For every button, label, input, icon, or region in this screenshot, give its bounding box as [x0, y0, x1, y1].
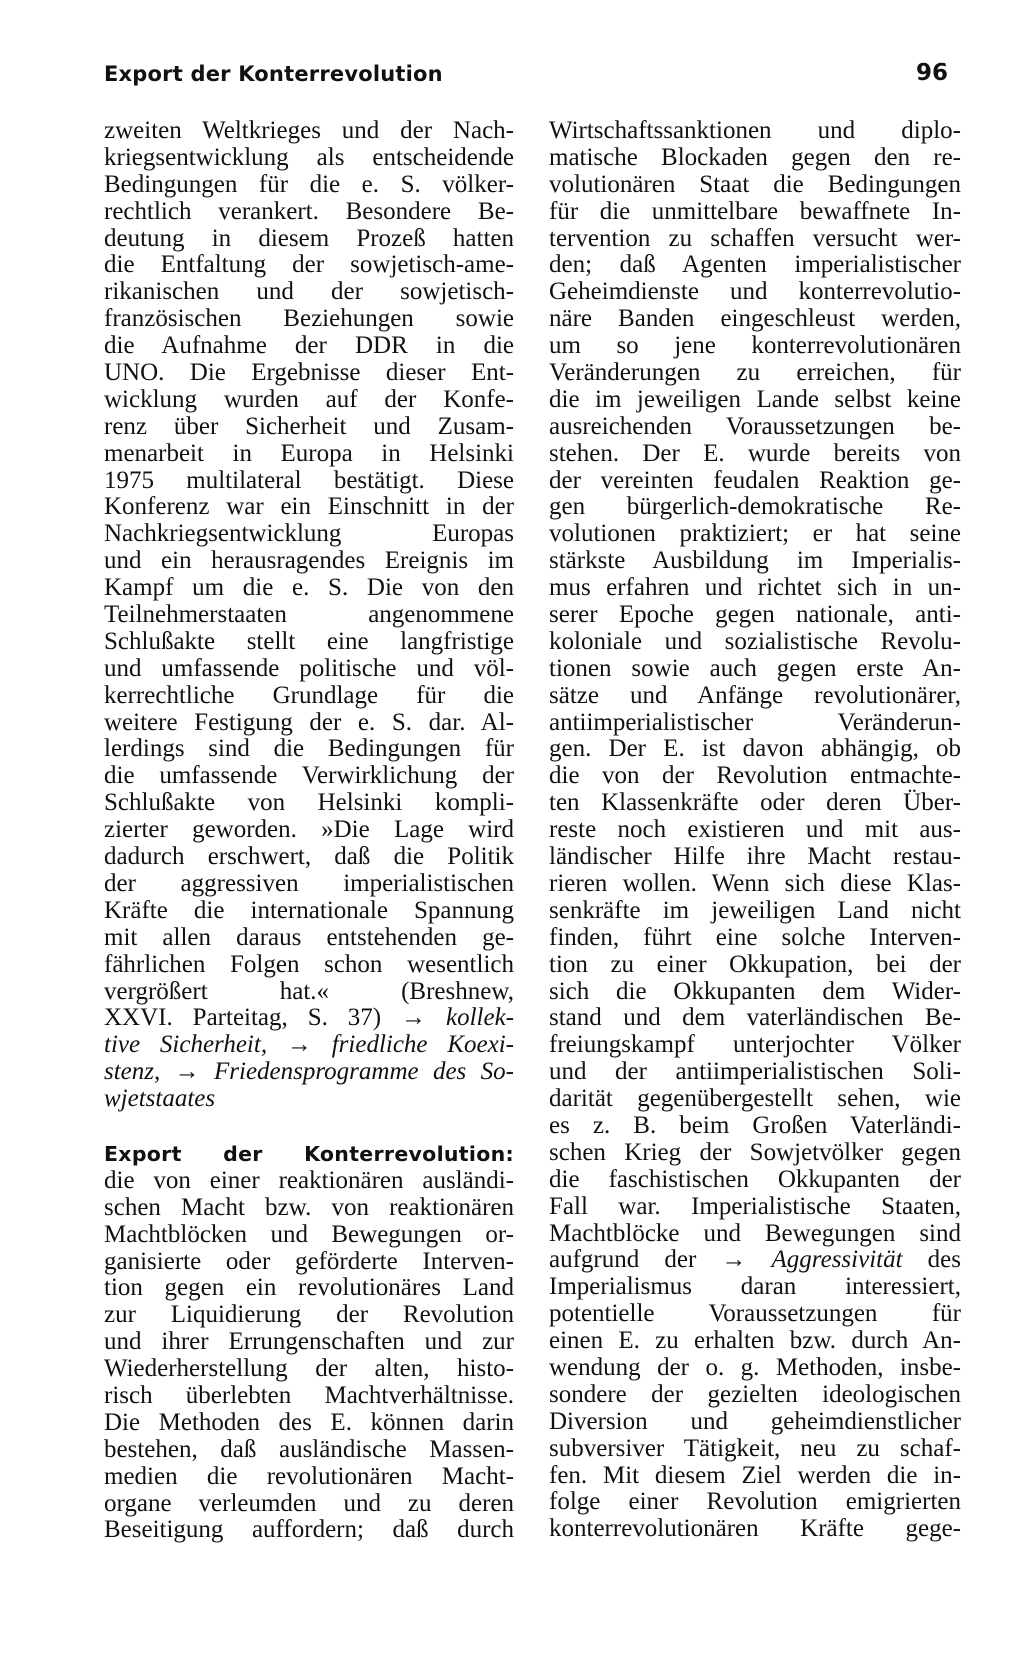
- text-line: organe verleumden und zu deren: [104, 1489, 514, 1517]
- text-line: einen E. zu erhalten bzw. durch An-: [549, 1327, 961, 1355]
- text-line: menarbeit in Europa in Helsinki: [104, 439, 514, 467]
- text-line: die Entfaltung der sowjetisch-ame-: [104, 251, 514, 279]
- text-line: lerdings sind die Bedingungen für: [104, 735, 514, 763]
- text-line: stand und dem vaterländischen Be-: [549, 1004, 961, 1032]
- text-line: konterrevolutionären Kräfte gege-: [549, 1515, 961, 1543]
- text-line: volutionären Staat die Bedingungen: [549, 170, 961, 198]
- reference-text: aufgrund der →: [549, 1246, 772, 1274]
- text-line: darität gegenübergestellt sehen, wie: [549, 1085, 961, 1113]
- text-line: subversiver Tätigkeit, neu zu schaf-: [549, 1434, 961, 1462]
- text-line: vergrößert hat.« (Breshnew,: [104, 977, 514, 1005]
- text-line: französischen Beziehungen sowie: [104, 305, 514, 333]
- text-line: und umfassende politische und völ-: [104, 654, 514, 682]
- entry-definition-block: [104, 1168, 514, 1544]
- right-column: [549, 118, 961, 1543]
- text-line: ausreichenden Voraussetzungen be-: [549, 412, 961, 440]
- cross-reference-line: [549, 1247, 961, 1274]
- entry-separator: [104, 1113, 514, 1141]
- text-line: deutung in diesem Prozeß hatten: [104, 224, 514, 252]
- text-line: UNO. Die Ergebnisse dieser Ent-: [104, 359, 514, 387]
- text-line: bestehen, daß ausländische Massen-: [104, 1435, 514, 1463]
- text-line: näre Banden eingeschleust werden,: [549, 305, 961, 333]
- text-line: folge einer Revolution emigrierten: [549, 1488, 961, 1516]
- text-line: sondere der gezielten ideologischen: [549, 1380, 961, 1408]
- text-line: zur Liquidierung der Revolution: [104, 1301, 514, 1329]
- text-line: stenz, → Friedensprogramme des So-: [104, 1058, 514, 1086]
- text-line: tive Sicherheit, → friedliche Koexi-: [104, 1031, 514, 1059]
- text-line: zierter geworden. »Die Lage wird: [104, 816, 514, 844]
- text-line: dadurch erschwert, daß die Politik: [104, 843, 514, 871]
- text-line: fährlichen Folgen schon wesentlich: [104, 950, 514, 978]
- text-line: und ein herausragendes Ereignis im: [104, 547, 514, 575]
- text-line: reste noch existieren und mit aus-: [549, 816, 961, 844]
- text-line: risch überlebten Machtverhältnisse.: [104, 1381, 514, 1409]
- text-line: tervention zu schaffen versucht wer-: [549, 224, 961, 252]
- text-line: Schlußakte stellt eine langfristige: [104, 627, 514, 655]
- running-head: Export der Konterrevolution: [104, 62, 443, 86]
- text-line: sätze und Anfänge revolutionärer,: [549, 681, 961, 709]
- text-line: kerrechtliche Grundlage für die: [104, 681, 514, 709]
- text-line: der aggressiven imperialistischen: [104, 869, 514, 897]
- text-line: volutionen praktiziert; er hat seine: [549, 520, 961, 548]
- text-line: stehen. Der E. wurde bereits von: [549, 439, 961, 467]
- text-line: schen Krieg der Sowjetvölker gegen: [549, 1138, 961, 1166]
- left-column: [104, 118, 514, 1544]
- text-line: rieren wollen. Wenn sich diese Klas-: [549, 869, 961, 897]
- text-line: für die unmittelbare bewaffnete In-: [549, 197, 961, 225]
- text-line: finden, führt eine solche Interven-: [549, 923, 961, 951]
- text-line: serer Epoche gegen nationale, anti-: [549, 601, 961, 629]
- text-line: antiimperialistischer Veränderun-: [549, 708, 961, 736]
- text-line: sich die Okkupanten dem Wider-: [549, 977, 961, 1005]
- text-line: Machtblöcke und Bewegungen sind: [549, 1219, 961, 1247]
- cross-reference-line: [104, 1005, 514, 1032]
- text-line: Fall war. Imperialistische Staaten,: [549, 1192, 961, 1220]
- text-line: tion gegen ein revolutionäres Land: [104, 1274, 514, 1302]
- right-text-block-continued: [549, 1274, 961, 1543]
- text-line: koloniale und sozialistische Revolu-: [549, 627, 961, 655]
- text-line: Veränderungen zu erreichen, für: [549, 359, 961, 387]
- text-line: Imperialismus daran interessiert,: [549, 1273, 961, 1301]
- text-line: Bedingungen für die e. S. völker-: [104, 170, 514, 198]
- text-line: schen Macht bzw. von reaktionären: [104, 1193, 514, 1221]
- text-line: stärkste Ausbildung im Imperialis-: [549, 547, 961, 575]
- text-line: den; daß Agenten imperialistischer: [549, 251, 961, 279]
- text-line: wendung der o. g. Methoden, insbe-: [549, 1353, 961, 1381]
- text-line: Beseitigung auffordern; daß durch: [104, 1516, 514, 1544]
- text-line: gen. Der E. ist davon abhängig, ob: [549, 735, 961, 763]
- text-line: Kräfte die internationale Spannung: [104, 896, 514, 924]
- text-line: Schlußakte von Helsinki kompli-: [104, 789, 514, 817]
- left-text-block: [104, 118, 514, 1005]
- text-line: potentielle Voraussetzungen für: [549, 1300, 961, 1328]
- text-line: senkräfte im jeweiligen Land nicht: [549, 896, 961, 924]
- text-line: rikanischen und der sowjetisch-: [104, 278, 514, 306]
- text-line: gen bürgerlich-demokratische Re-: [549, 493, 961, 521]
- text-line: Machtblöcken und Bewegungen or-: [104, 1220, 514, 1248]
- text-line: Wirtschaftssanktionen und diplo-: [549, 117, 961, 144]
- text-line: wjetstaates: [104, 1085, 216, 1113]
- text-line: Die Methoden des E. können darin: [104, 1408, 514, 1436]
- text-line: die im jeweiligen Lande selbst keine: [549, 385, 961, 413]
- text-line: 1975 multilateral bestätigt. Diese: [104, 466, 514, 494]
- text-line: Konferenz war ein Einschnitt in der: [104, 493, 514, 521]
- text-line: Wiederherstellung der alten, histo-: [104, 1355, 514, 1383]
- text-line: mit allen daraus entstehenden ge-: [104, 923, 514, 951]
- text-line: die von der Revolution entmachte-: [549, 762, 961, 790]
- text-line: die Aufnahme der DDR in die: [104, 332, 514, 360]
- text-line: tion zu einer Okkupation, bei der: [549, 950, 961, 978]
- cross-reference-link: kollek-: [445, 1004, 514, 1032]
- text-line: ländischer Hilfe ihre Macht restau-: [549, 843, 961, 871]
- text-line: fen. Mit diesem Ziel werden die in-: [549, 1461, 961, 1489]
- text-line: der vereinten feudalen Reaktion ge-: [549, 466, 961, 494]
- page-number: 96: [916, 60, 949, 86]
- text-line: die faschistischen Okkupanten der: [549, 1165, 961, 1193]
- text-line: medien die revolutionären Macht-: [104, 1462, 514, 1490]
- text-line: Teilnehmerstaaten angenommene: [104, 601, 514, 629]
- cross-reference-block: [104, 1032, 514, 1113]
- text-line: zweiten Weltkrieges und der Nach-: [104, 117, 514, 144]
- text-line: ganisierte oder geförderte Interven-: [104, 1247, 514, 1275]
- entry-headword: Export der Konterrevolution:: [104, 1141, 514, 1166]
- text-line: um so jene konterrevolutionären: [549, 332, 961, 360]
- text-line: und ihrer Errungenschaften und zur: [104, 1328, 514, 1356]
- reference-text: XXVI. Parteitag, S. 37) →: [104, 1004, 446, 1032]
- reference-text: des: [902, 1246, 961, 1274]
- text-line: mus erfahren und richtet sich in un-: [549, 574, 961, 602]
- text-line: es z. B. beim Großen Vaterländi-: [549, 1111, 961, 1139]
- text-line: Nachkriegsentwicklung Europas: [104, 520, 514, 548]
- text-line: weitere Festigung der e. S. dar. Al-: [104, 708, 514, 736]
- right-text-block: [549, 118, 961, 1247]
- text-line: matische Blockaden gegen den re-: [549, 143, 961, 171]
- text-line: freiungskampf unterjochter Völker: [549, 1031, 961, 1059]
- text-line: ten Klassenkräfte oder deren Über-: [549, 789, 961, 817]
- text-line: Kampf um die e. S. Die von den: [104, 574, 514, 602]
- text-line: die umfassende Verwirklichung der: [104, 762, 514, 790]
- text-line: Geheimdienste und konterrevolutio-: [549, 278, 961, 306]
- text-line: wicklung wurden auf der Konfe-: [104, 385, 514, 413]
- text-line: die von einer reaktionären ausländi-: [104, 1166, 514, 1194]
- cross-reference-link: Aggressivität: [771, 1246, 903, 1274]
- text-line: und der antiimperialistischen Soli-: [549, 1058, 961, 1086]
- text-line: tionen sowie auch gegen erste An-: [549, 654, 961, 682]
- text-line: renz über Sicherheit und Zusam-: [104, 412, 514, 440]
- text-line: rechtlich verankert. Besondere Be-: [104, 197, 514, 225]
- text-line: Diversion und geheimdienstlicher: [549, 1407, 961, 1435]
- text-line: kriegsentwicklung als entscheidende: [104, 143, 514, 171]
